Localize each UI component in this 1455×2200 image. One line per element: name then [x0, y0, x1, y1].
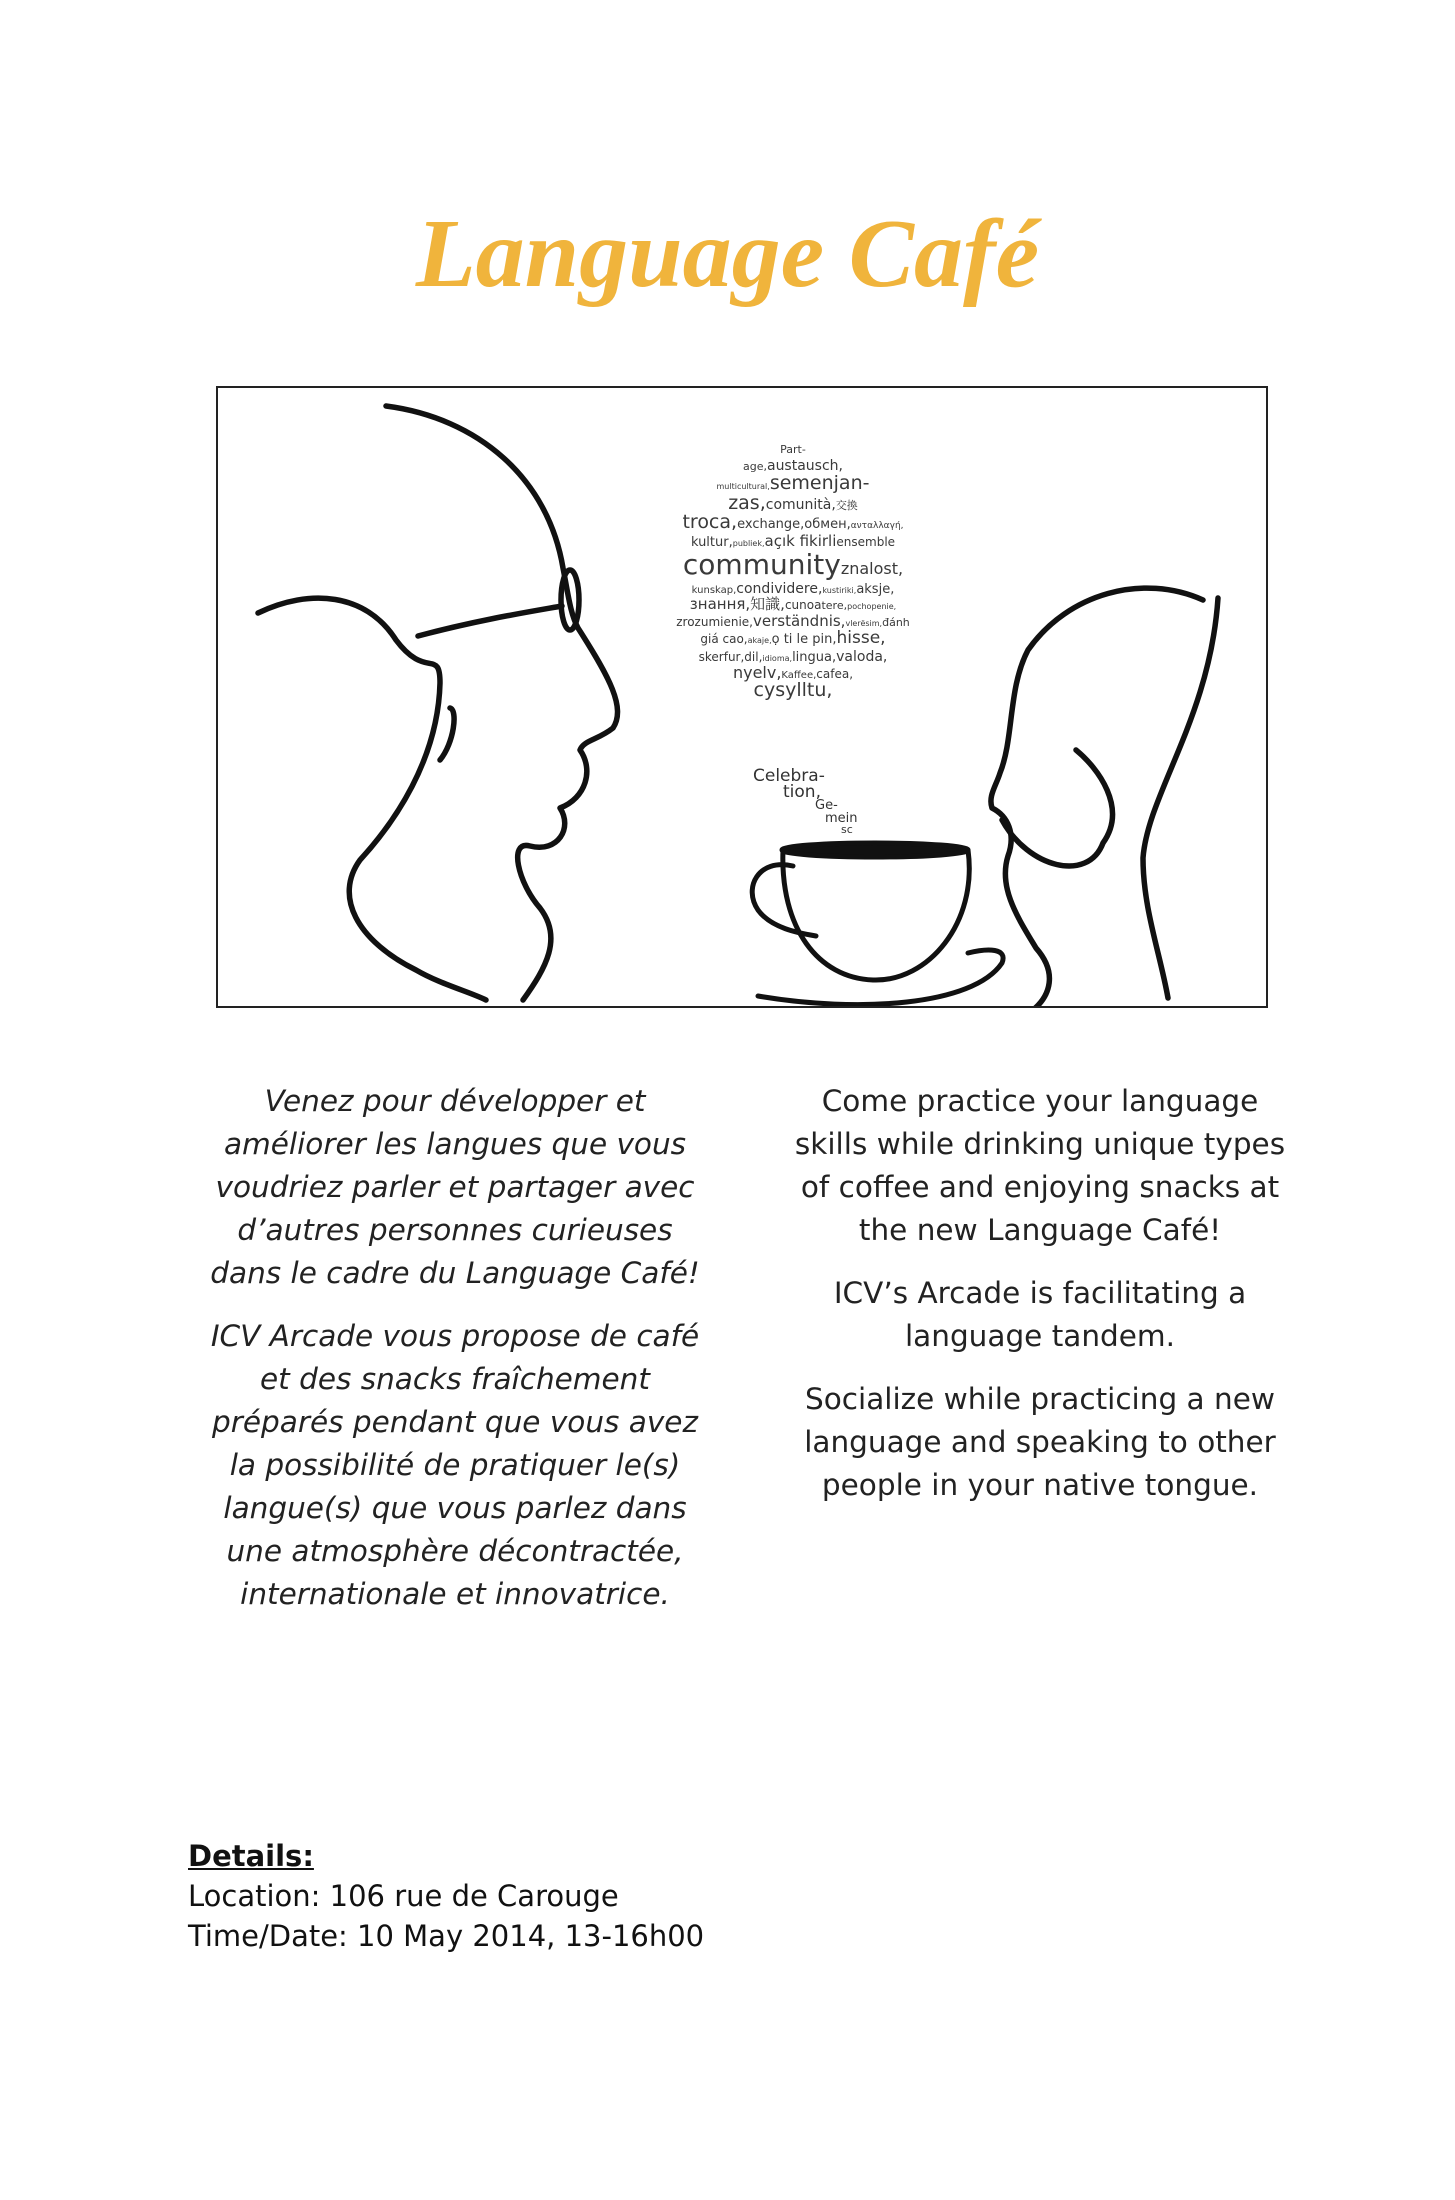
word-cloud-word: Kaffee, — [781, 669, 817, 681]
word-cloud-word: aksje, — [856, 581, 895, 597]
word-cloud-line — [628, 613, 958, 630]
steam-word: mein — [825, 810, 858, 826]
french-paragraph-2: ICV Arcade vous propose de café et des snacks fraîchement préparés pendant que vous avez la possibilité de pratiquer le(s) langue(s) que vous parlez dans une atmosphère décontractée, internationale et innovatrice. — [210, 1319, 700, 1611]
word-cloud-line — [628, 491, 958, 514]
word-cloud-word: valoda, — [836, 648, 888, 665]
word-cloud-word: community — [682, 548, 841, 582]
word-cloud-word: giá cao, — [700, 631, 748, 646]
english-description — [790, 1080, 1290, 1527]
word-cloud-word: znalost, — [840, 559, 904, 579]
word-cloud-word: zas, — [728, 491, 766, 514]
word-cloud-word: exchange, — [737, 517, 805, 533]
word-cloud-word: verständnis, — [753, 612, 846, 631]
details-location: Location: 106 rue de Carouge — [188, 1879, 619, 1913]
details-heading: Details: — [188, 1839, 314, 1873]
word-cloud-line — [628, 471, 958, 494]
word-cloud-word: Part- — [780, 443, 806, 456]
word-cloud-word: ọ ti le pin, — [771, 631, 837, 647]
man-profile-outline — [386, 406, 618, 1000]
steam-word: Ge- — [815, 798, 838, 814]
word-cloud-line — [628, 648, 958, 665]
word-cloud-word: age, — [742, 459, 767, 473]
word-cloud-word: açık fikirli — [764, 532, 837, 551]
man-back-head — [258, 598, 486, 1000]
word-cloud — [628, 440, 958, 701]
word-cloud-word: hisse, — [836, 627, 886, 648]
french-paragraph-1: Venez pour développer et améliorer les langues que vous voudriez parler et partager avec d’autres personnes curieuses dans le cadre du Language Café! — [210, 1084, 700, 1290]
word-cloud-word: akaje, — [747, 635, 772, 645]
word-cloud-word: zrozumienie, — [676, 615, 753, 630]
word-cloud-word: ανταλλαγή, — [850, 521, 904, 532]
english-paragraph-3: Socialize while practicing a new language and speaking to other people in your native tongue. — [804, 1382, 1276, 1502]
word-cloud-word: tere, — [821, 599, 848, 613]
page-title: Language Café — [415, 200, 1040, 308]
word-cloud-word: skerfur, — [698, 649, 745, 664]
word-cloud-word: condividere, — [736, 580, 823, 597]
word-cloud-word: lingua, — [792, 649, 837, 665]
word-cloud-word: đánh — [882, 616, 910, 630]
word-cloud-line — [628, 580, 958, 597]
word-cloud-line — [628, 513, 958, 533]
word-cloud-line — [628, 681, 958, 701]
word-cloud-word: знання, — [689, 595, 751, 614]
word-cloud-line — [628, 440, 958, 457]
steam-word: sc — [841, 822, 853, 836]
coffee-cup-icon — [752, 843, 1003, 1005]
illustration-frame — [216, 386, 1268, 1008]
word-cloud-word: cunoa — [784, 598, 822, 613]
glasses-arm — [418, 606, 562, 636]
word-cloud-word: vlerësim, — [845, 619, 883, 629]
word-cloud-word: cafea, — [816, 666, 854, 681]
details-time-date: Time/Date: 10 May 2014, 13-16h00 — [188, 1919, 705, 1953]
woman-hair-back — [1143, 598, 1218, 998]
english-paragraph-2: ICV’s Arcade is facilitating a language tandem. — [833, 1276, 1247, 1353]
word-cloud-word: multicultural, — [716, 481, 770, 491]
woman-cheek — [1002, 750, 1112, 866]
word-cloud-word: pochopenie, — [847, 602, 897, 612]
man-ear — [440, 708, 454, 760]
word-cloud-word: ensemble — [836, 535, 896, 550]
word-cloud-word: kunskap, — [691, 584, 737, 596]
word-cloud-word: troca, — [682, 511, 738, 534]
steam-word: Celebra- — [753, 766, 825, 786]
steam-words — [753, 768, 873, 835]
word-cloud-word: kustiriki, — [822, 585, 857, 595]
word-cloud-line — [628, 548, 958, 582]
word-cloud-line — [628, 627, 958, 648]
event-details — [188, 1836, 704, 1956]
word-cloud-word: 知識, — [750, 595, 785, 614]
word-cloud-word: publiek, — [732, 539, 765, 549]
word-cloud-word: nyelv, — [732, 662, 782, 682]
french-description — [210, 1080, 700, 1636]
word-cloud-word: обмен, — [804, 517, 851, 533]
word-cloud-word: austausch, — [766, 457, 843, 474]
english-paragraph-1: Come practice your language skills while drinking unique types of coffee and enjoying snacks at the new Language Café! — [794, 1084, 1286, 1247]
word-cloud-word: kultur, — [690, 535, 733, 551]
word-cloud-word: comunità, — [765, 496, 836, 513]
word-cloud-word: dil, — [744, 649, 763, 664]
woman-head-outline — [991, 588, 1203, 1008]
word-cloud-word: 交換 — [835, 498, 858, 512]
steam-word: tion, — [783, 782, 821, 803]
word-cloud-word: semenjan- — [769, 471, 870, 494]
word-cloud-word: idioma, — [762, 653, 793, 663]
word-cloud-word: cysylltu, — [753, 679, 833, 702]
word-cloud-line — [628, 596, 958, 613]
